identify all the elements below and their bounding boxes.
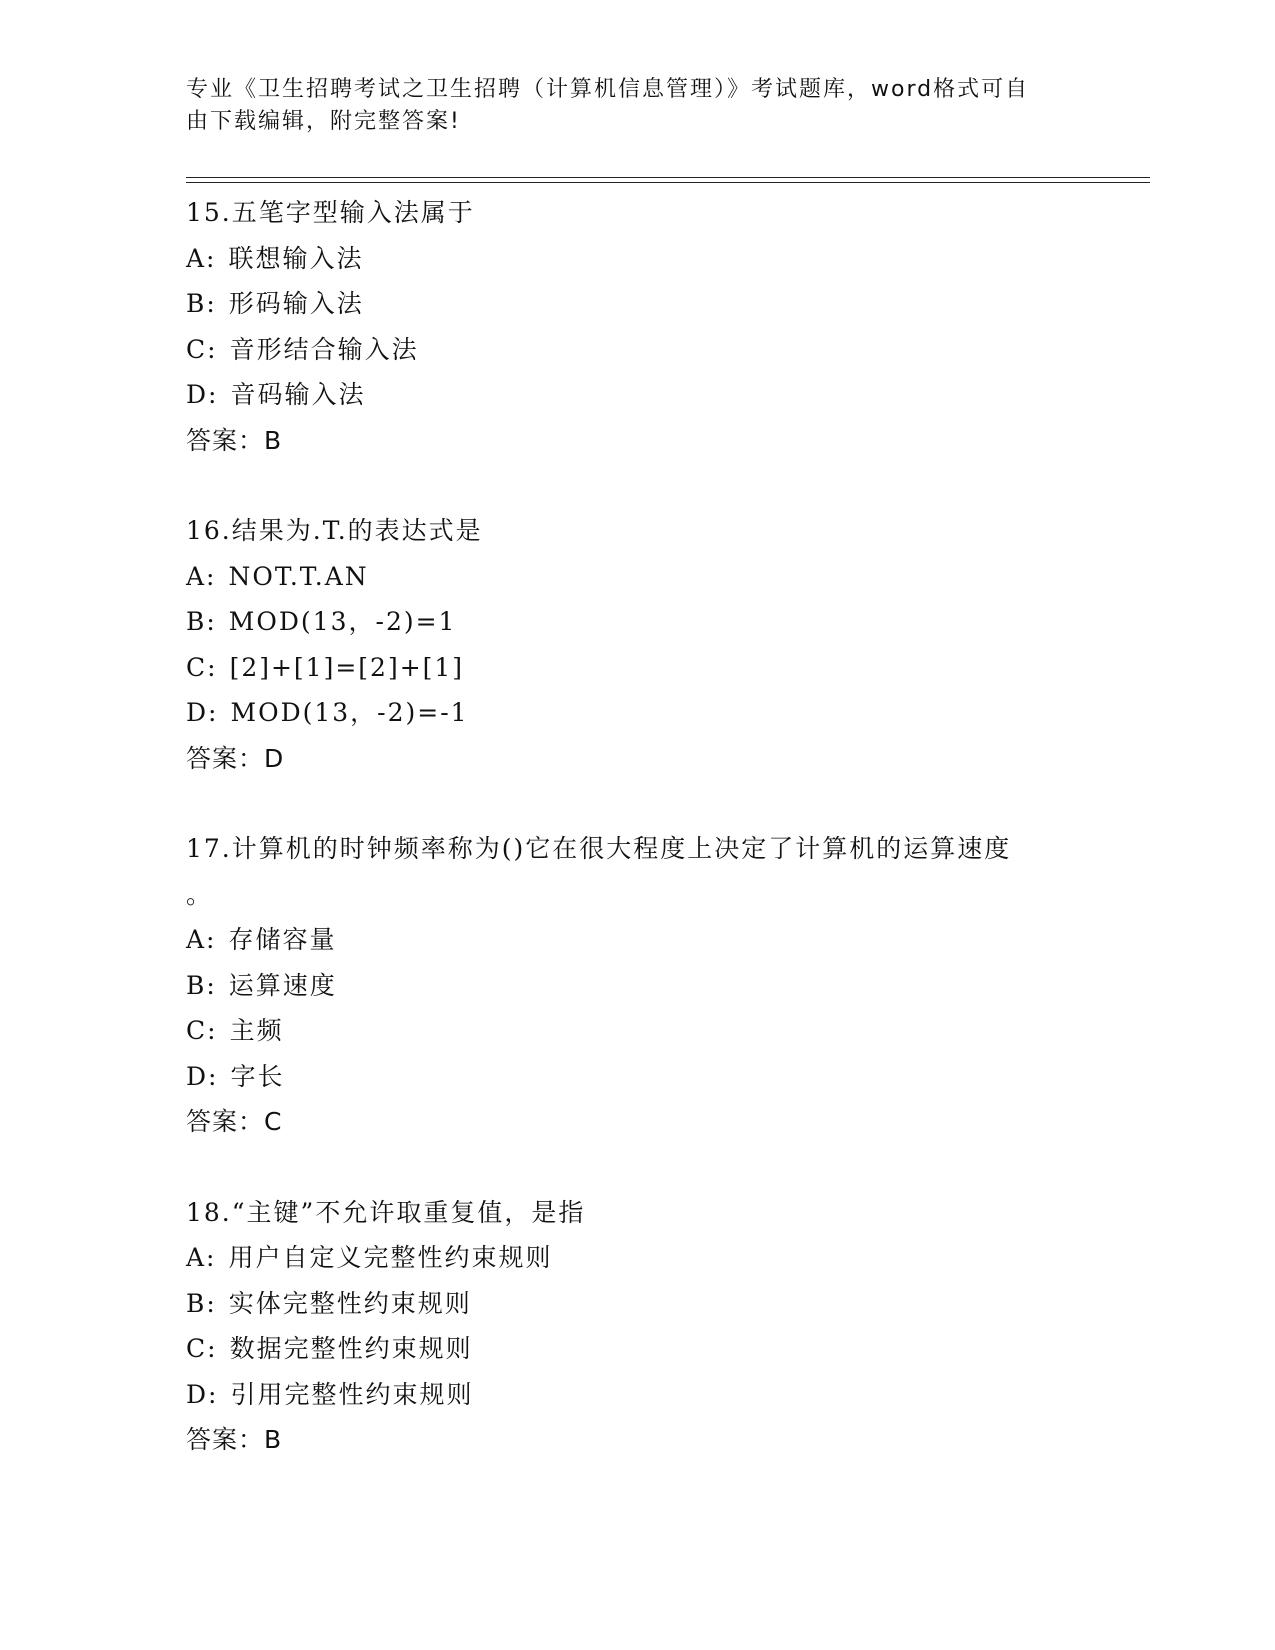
header-line-2: 由下载编辑，附完整答案! <box>186 109 461 134</box>
question-list <box>186 190 1086 1508</box>
option-text: 存储容量 <box>228 925 337 954</box>
option-key: C: <box>186 652 218 682</box>
header-divider-top <box>186 177 1150 178</box>
option-a <box>186 917 1086 963</box>
option-a <box>186 554 1086 600</box>
option-text: 运算速度 <box>228 970 337 1000</box>
option-text: [2]+[1]=[2]+[1] <box>229 652 465 682</box>
question-15 <box>186 190 1086 463</box>
option-text: 实体完整性约束规则 <box>228 1288 472 1318</box>
option-d <box>186 1054 1086 1100</box>
question-16 <box>186 508 1086 781</box>
option-c <box>186 1326 1086 1372</box>
option-key: A: <box>186 561 217 591</box>
option-key: D: <box>186 380 219 409</box>
question-stem: 16.结果为.T.的表达式是 <box>186 516 483 545</box>
option-d <box>186 372 1086 418</box>
option-key: B: <box>186 607 217 636</box>
header-line-1: 专业《卫生招聘考试之卫生招聘（计算机信息管理）》考试题库，word格式可自 <box>186 77 1030 102</box>
option-text: 数据完整性约束规则 <box>229 1334 473 1363</box>
option-text: 主频 <box>229 1016 284 1045</box>
option-text: 联想输入法 <box>228 243 364 273</box>
option-text: 音码输入法 <box>230 380 366 409</box>
option-key: C: <box>186 334 218 364</box>
option-a <box>186 236 1086 282</box>
option-text: MOD(13，-2)=-1 <box>230 698 469 727</box>
question-stem-continuation: 。 <box>186 879 214 909</box>
document-header <box>186 74 1066 138</box>
question-stem: 18.“主键”不允许取重复值，是指 <box>186 1197 586 1227</box>
option-text: 音形结合输入法 <box>229 334 419 364</box>
option-key: A: <box>186 243 217 273</box>
option-text: 形码输入法 <box>228 289 364 318</box>
option-text: 用户自定义完整性约束规则 <box>228 1243 553 1272</box>
answer-label: 答案：B <box>186 425 283 455</box>
question-stem: 17.计算机的时钟频率称为()它在很大程度上决定了计算机的运算速度 <box>186 834 1012 863</box>
option-key: B: <box>186 1288 217 1318</box>
header-divider-bottom <box>186 182 1150 183</box>
option-a <box>186 1235 1086 1281</box>
option-b <box>186 599 1086 645</box>
option-b <box>186 963 1086 1009</box>
option-key: B: <box>186 970 217 1000</box>
option-c <box>186 645 1086 691</box>
option-key: A: <box>186 925 217 954</box>
option-key: B: <box>186 289 217 318</box>
answer-label: 答案：B <box>186 1425 283 1454</box>
question-stem: 15.五笔字型输入法属于 <box>186 198 475 227</box>
option-key: D: <box>186 1379 219 1409</box>
option-d <box>186 690 1086 736</box>
option-text: 字长 <box>230 1061 285 1091</box>
option-key: D: <box>186 698 219 727</box>
option-text: 引用完整性约束规则 <box>230 1379 474 1409</box>
answer-label: 答案：D <box>186 743 285 773</box>
option-key: A: <box>186 1243 217 1272</box>
option-b <box>186 281 1086 327</box>
option-key: D: <box>186 1061 219 1091</box>
option-text: MOD(13，-2)=1 <box>228 607 457 636</box>
question-17 <box>186 826 1086 1145</box>
option-d <box>186 1372 1086 1418</box>
option-key: C: <box>186 1334 218 1363</box>
question-18 <box>186 1190 1086 1463</box>
option-text: NOT.T.AN <box>228 561 369 591</box>
option-c <box>186 1008 1086 1054</box>
option-c <box>186 327 1086 373</box>
option-b <box>186 1281 1086 1327</box>
answer-label: 答案：C <box>186 1107 283 1136</box>
option-key: C: <box>186 1016 218 1045</box>
